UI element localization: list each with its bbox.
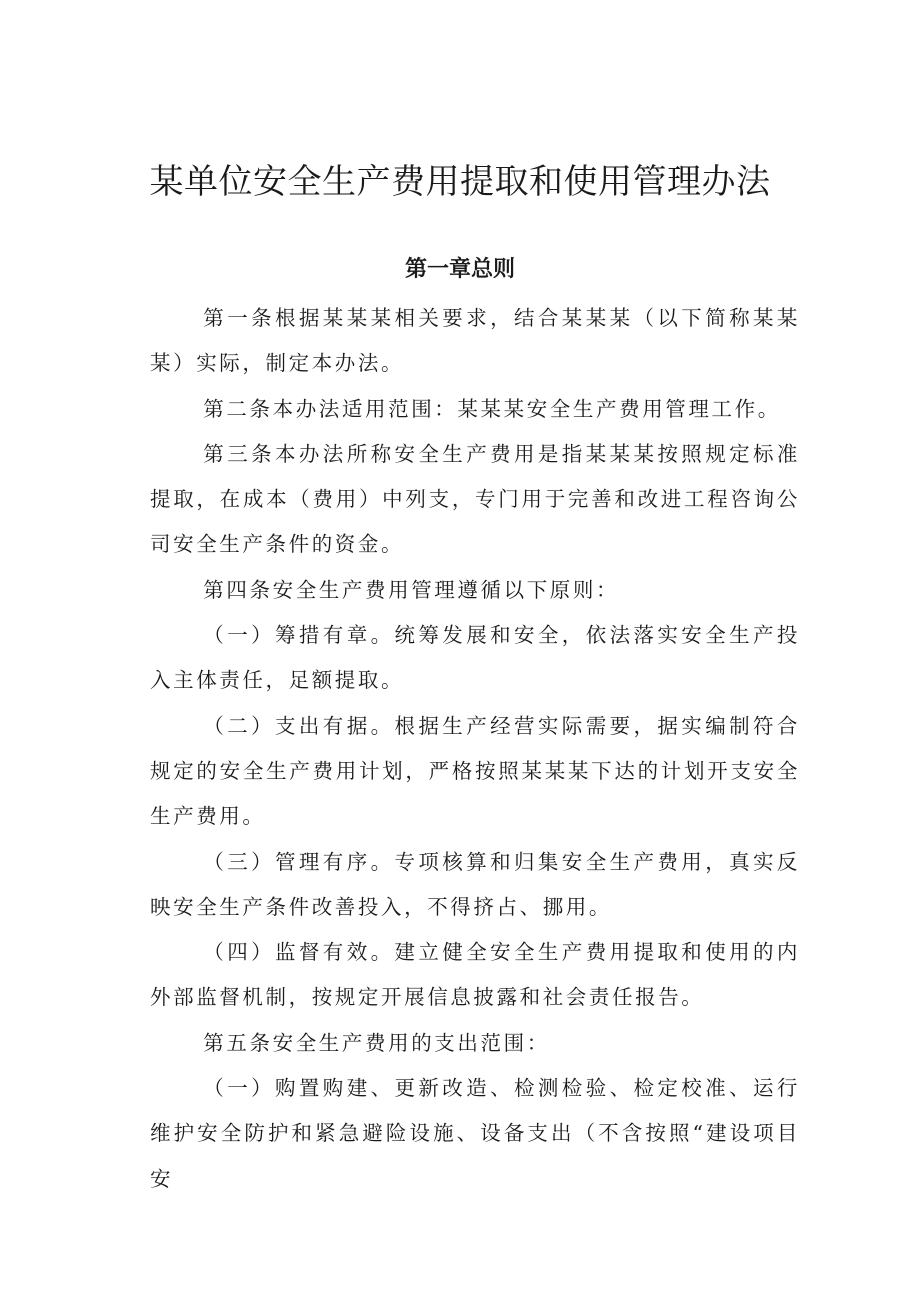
paragraph-article-2: 第二条本办法适用范围：某某某安全生产费用管理工作。: [203, 396, 781, 421]
chapter-heading: 第一章总则: [404, 257, 515, 282]
paragraph-article-5: 第五条安全生产费用的支出范围：: [203, 1030, 550, 1055]
document-title: 某单位安全生产费用提取和使用管理办法: [149, 162, 771, 202]
paragraph-article-1: 第一条根据某某某相关要求，结合某某某（以下简称某某某）实际，制定本办法。: [150, 306, 800, 376]
paragraph-principle-3: （三）管理有序。专项核算和归集安全生产费用，真实反映安全生产条件改善投入，不得挤占、挪用。: [150, 849, 800, 919]
paragraph-principle-2: （二）支出有据。根据生产经营实际需要，据实编制符合规定的安全生产费用计划，严格按照某某某下达的计划开支安全生产费用。: [150, 713, 800, 829]
paragraph-principle-4: （四）监督有效。建立健全安全生产费用提取和使用的内外部监督机制，按规定开展信息披露和社会责任报告。: [150, 940, 800, 1010]
document-body: [150, 296, 800, 1202]
paragraph-principle-1: （一）筹措有章。统筹发展和安全，依法落实安全生产投入主体责任，足额提取。: [150, 623, 800, 693]
paragraph-article-4: 第四条安全生产费用管理遵循以下原则：: [203, 577, 620, 602]
paragraph-article-3: 第三条本办法所称安全生产费用是指某某某按照规定标准提取，在成本（费用）中列支，专门用于完善和改进工程咨询公司安全生产条件的资金。: [150, 441, 800, 557]
paragraph-expense-1: （一）购置购建、更新改造、检测检验、检定校准、运行维护安全防护和紧急避险设施、设备支出（不含按照“建设项目安: [150, 1076, 800, 1191]
